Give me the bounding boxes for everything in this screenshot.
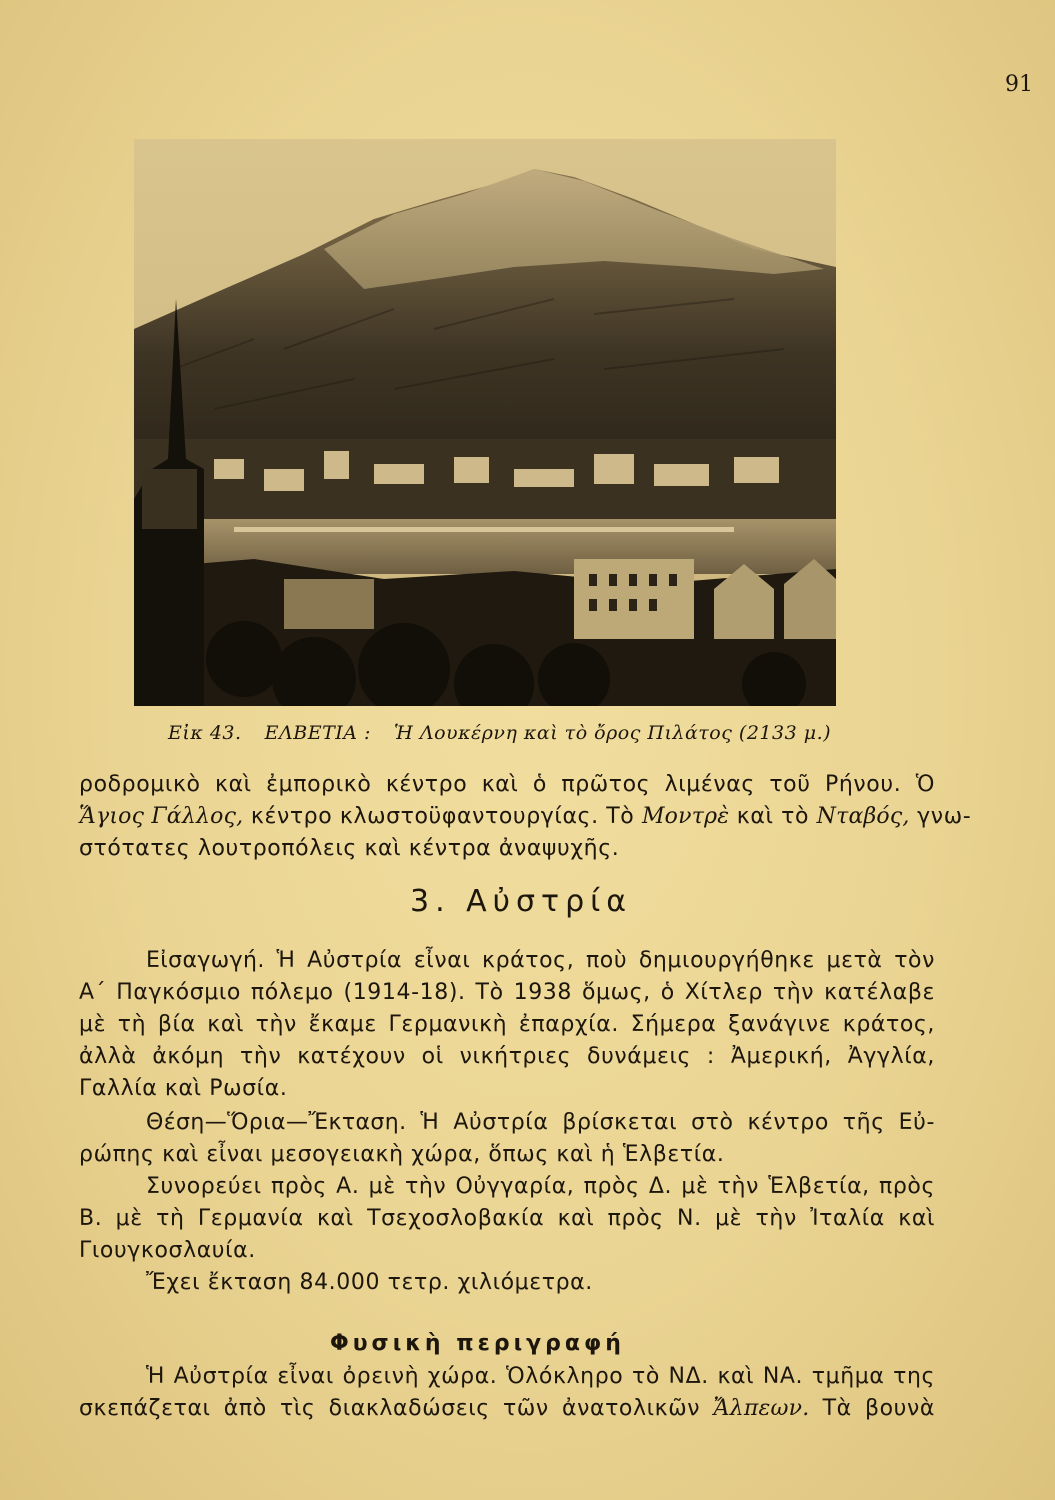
text-line: Γιουγκοσλαυία. (79, 1238, 256, 1263)
text-line (146, 1112, 935, 1134)
text-span: καὶ τὸ (729, 804, 817, 829)
paragraph-lead-position: Θέση—Ὅρια—Ἔκταση. (146, 1110, 407, 1135)
text-line: Β. μὲ τὴ Γερμανία καὶ Τσεχοσλοβακία καὶ πρὸς Ν. μὲ τὴν Ἰταλία καὶ (79, 1206, 935, 1231)
text-line: στότατες λουτροπόλεις καὶ κέντρα ἀναψυχῆς. (79, 836, 620, 861)
text-line: Ἡ Αὐστρία εἶναι ὀρεινὴ χώρα. Ὁλόκληρο τὸ ΝΔ. καὶ ΝΑ. τμῆμα της (146, 1364, 935, 1389)
text-line: ἀλλὰ ἀκόμη τὴν κατέχουν οἱ νικήτριες δυνάμεις : Ἀμερική, Ἀγγλία, (79, 1044, 935, 1069)
text-line: Συνορεύει πρὸς Α. μὲ τὴν Οὐγγαρία, πρὸς Δ. μὲ τὴν Ἑλβετία, πρὸς (146, 1174, 935, 1199)
caption-number: Εἰκ 43. (168, 722, 242, 744)
italic-term-alps: Ἄλπεων. (713, 1396, 810, 1421)
figure-caption (168, 722, 888, 744)
text-line: Ἔχει ἔκταση 84.000 τετρ. χιλιόμετρα. (146, 1270, 593, 1295)
text-line: ροδρομικὸ καὶ ἐμπορικὸ κέντρο καὶ ὁ πρῶτος λιμένας τοῦ Ρήνου. Ὁ (79, 772, 935, 797)
text-span: σκεπάζεται ἀπὸ τὶς διακλαδώσεις τῶν ἀνατολικῶν (79, 1396, 714, 1421)
lucerne-photo (134, 139, 836, 706)
paragraph-lead-intro: Εἰσαγωγή. (146, 948, 265, 973)
text-line: μὲ τὴ βία καὶ τὴν ἔκαμε Γερμανικὴ ἐπαρχία. Σήμερα ξανάγινε κράτος, (79, 1012, 935, 1037)
italic-term-saint-gall: Ἅγιος Γάλλος, (79, 804, 244, 829)
text-span: Τὰ βουνὰ (809, 1396, 935, 1421)
page-number: 91 (1005, 72, 1033, 97)
text-line: Γαλλία καὶ Ρωσία. (79, 1076, 288, 1101)
italic-term-davos: Νταβός, (816, 804, 910, 829)
text-span: Ἡ Αὐστρία εἶναι κράτος, ποὺ δημιουργήθηκε μετὰ τὸν (264, 948, 935, 973)
text-line (79, 804, 972, 829)
subsection-heading: Φυσικὴ περιγραφή (330, 1331, 625, 1356)
caption-country: ΕΛΒΕΤΙΑ : (264, 722, 371, 744)
text-span: κέντρο κλωστοϋφαντουργίας. Τὸ (243, 804, 642, 829)
text-line: ρώπης καὶ εἶναι μεσογειακὴ χώρα, ὅπως καὶ ἡ Ἑλβετία. (79, 1142, 725, 1167)
text-line: Α΄ Παγκόσμιο πόλεμο (1914-18). Τὸ 1938 ὅμως, ὁ Χίτλερ τὴν κατέλαβε (79, 980, 935, 1005)
italic-term-montreux: Μοντρὲ (641, 804, 730, 829)
text-span: Ἡ Αὐστρία βρίσκεται στὸ κέντρο τῆς Εὐ- (406, 1110, 935, 1135)
lucerne-photo-illustration (134, 139, 836, 706)
text-span: γνω- (909, 804, 972, 829)
section-heading: 3. Αὐστρία (410, 884, 633, 919)
caption-text: Ἡ Λουκέρνη καὶ τὸ ὄρος Πιλάτος (2133 μ.) (394, 722, 832, 744)
text-line (79, 1398, 935, 1420)
text-line (146, 950, 935, 972)
